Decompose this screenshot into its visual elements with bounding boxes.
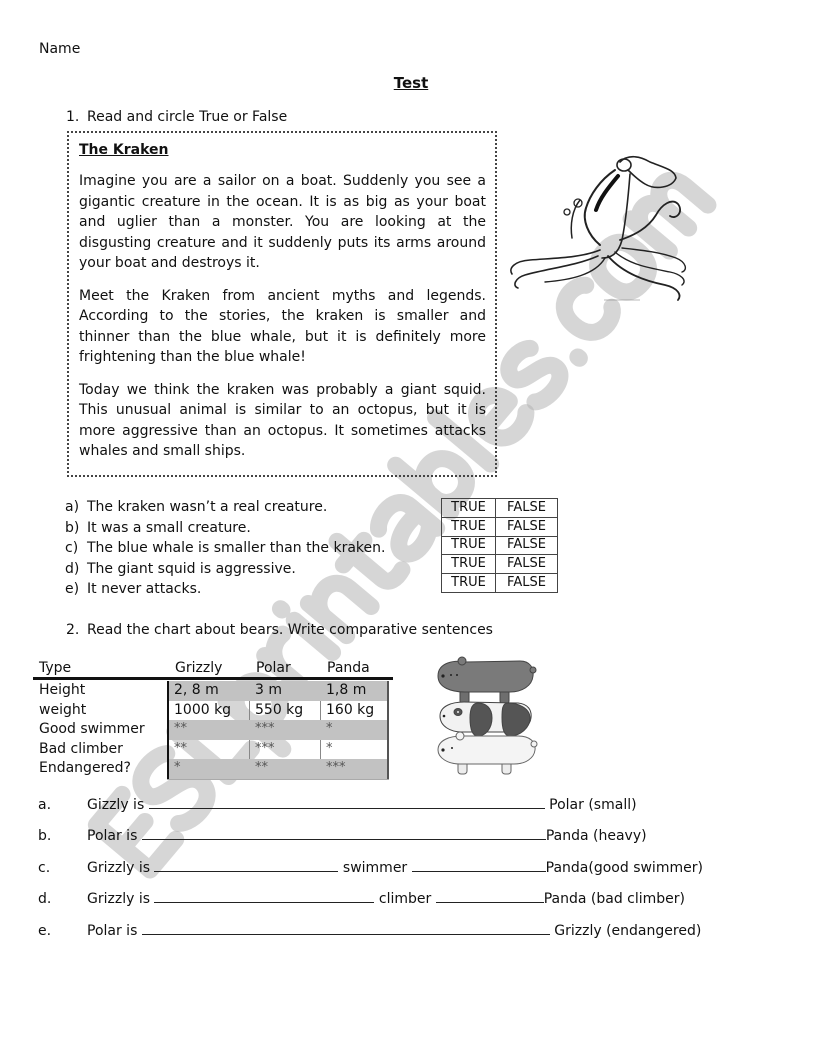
sentence-e [38, 920, 778, 942]
question-1-instruction [66, 108, 287, 126]
tf-row [442, 574, 558, 593]
tf-row [442, 517, 558, 536]
table-row [33, 701, 391, 721]
answer-blank[interactable] [142, 921, 550, 935]
comparative-sentences [38, 794, 778, 944]
cell: * [326, 721, 333, 736]
cell: ** [174, 721, 187, 736]
answer-blank[interactable] [154, 889, 374, 903]
statement-text: It never attacks. [87, 581, 202, 598]
header-polar: Polar [256, 660, 291, 676]
row-label: Good swimmer [39, 721, 145, 737]
story-box [67, 131, 497, 477]
polar-bear [438, 732, 537, 774]
false-option[interactable]: FALSE [496, 574, 558, 593]
cell: ** [174, 740, 187, 756]
cell: *** [255, 740, 275, 756]
sentence-start: Gizzly is [87, 797, 145, 813]
tf-row [442, 536, 558, 555]
false-option[interactable]: FALSE [496, 555, 558, 574]
answer-blank[interactable] [154, 858, 338, 872]
statement-text: It was a small creature. [87, 519, 251, 536]
cell: 1000 kg [174, 701, 232, 718]
sentence-body [87, 794, 637, 816]
true-option[interactable]: TRUE [442, 499, 496, 518]
row-cells [167, 681, 389, 701]
answer-blank[interactable] [436, 889, 544, 903]
answer-blank[interactable] [142, 826, 546, 840]
cell: 3 m [255, 682, 282, 698]
cell: *** [255, 721, 275, 736]
row-cells [167, 720, 389, 740]
sentence-letter: a. [38, 797, 52, 813]
question-text: Read and circle True or False [87, 109, 288, 125]
cell: *** [326, 760, 346, 775]
statement-a [65, 497, 435, 518]
cell: 550 kg [255, 701, 304, 718]
true-option[interactable]: TRUE [442, 536, 496, 555]
true-option[interactable]: TRUE [442, 574, 496, 593]
sentence-a [38, 794, 778, 816]
header-type: Type [39, 660, 72, 676]
sentence-body [87, 920, 701, 942]
cell: 2, 8 m [174, 682, 219, 698]
sentence-end: Panda (heavy) [545, 828, 647, 844]
header-panda: Panda [327, 660, 370, 676]
sentence-middle: swimmer [342, 860, 408, 876]
panda-bear [440, 702, 531, 736]
sentence-body [87, 888, 685, 910]
statement-d [65, 559, 435, 580]
sentence-body [87, 825, 647, 847]
question-2-instruction [66, 621, 493, 639]
statement-b [65, 518, 435, 539]
tf-row [442, 499, 558, 518]
statement-letter: e) [65, 581, 80, 598]
question-text: Read the chart about bears. Write comparative sentences [87, 622, 493, 638]
sentence-b [38, 825, 778, 847]
true-false-table [441, 498, 558, 593]
table-row [33, 740, 391, 760]
false-option[interactable]: FALSE [496, 517, 558, 536]
row-cells [167, 701, 389, 721]
bear-comparison-table [33, 658, 393, 783]
statement-text: The blue whale is smaller than the kraken. [87, 540, 386, 557]
sentence-end: Panda(good swimmer) [545, 860, 703, 876]
row-cells [167, 759, 389, 779]
answer-blank[interactable] [412, 858, 546, 872]
sentence-letter: e. [38, 923, 52, 939]
sentence-letter: d. [38, 891, 52, 907]
row-label: weight [39, 701, 87, 718]
sentence-middle: climber [378, 891, 432, 907]
row-cells [167, 740, 389, 760]
table-row [33, 720, 391, 740]
row-label: Height [39, 682, 86, 698]
statement-letter: a) [65, 499, 80, 515]
false-option[interactable]: FALSE [496, 499, 558, 518]
true-option[interactable]: TRUE [442, 517, 496, 536]
table-row [33, 681, 391, 701]
statement-c [65, 538, 435, 559]
statement-list [65, 497, 435, 600]
sentence-start: Grizzly is [87, 860, 150, 876]
sentence-start: Grizzly is [87, 891, 150, 907]
story-paragraph: Today we think the kraken was probably a giant squid. This unusual animal is similar to an octopus, but it is more aggressive than an octopus. It sometimes attacks whales and small ships. [79, 381, 486, 459]
row-label: Endangered? [39, 760, 131, 776]
cell: 1,8 m [326, 682, 367, 698]
statement-letter: b) [65, 519, 80, 536]
statement-e [65, 579, 435, 600]
sentence-letter: c. [38, 860, 51, 876]
question-number: 2. [66, 622, 80, 638]
answer-blank[interactable] [149, 795, 545, 809]
tf-row [442, 555, 558, 574]
sentence-c [38, 857, 778, 879]
question-number: 1. [66, 109, 80, 125]
sentence-end: Panda (bad climber) [543, 891, 686, 907]
grizzly-bear [438, 657, 536, 704]
statement-letter: c) [65, 540, 79, 557]
sentence-start: Polar is [87, 923, 138, 939]
statement-text: The giant squid is aggressive. [87, 560, 296, 577]
cell: * [174, 760, 181, 775]
false-option[interactable]: FALSE [496, 536, 558, 555]
cell: 160 kg [326, 701, 375, 718]
octopus-illustration [500, 140, 720, 320]
table-row [33, 759, 391, 779]
stacked-bears-illustration [430, 652, 545, 777]
table-bottom-border [167, 779, 389, 780]
statement-text: The kraken wasn’t a real creature. [87, 499, 328, 515]
sentence-end: Polar (small) [549, 797, 637, 813]
cell: ** [255, 760, 268, 775]
story-paragraph: Meet the Kraken from ancient myths and legends. According to the stories, the kraken is smaller and thinner than the blue whale, but it is definitely more frightening than the blue whale! [79, 287, 486, 365]
true-option[interactable]: TRUE [442, 555, 496, 574]
page-title: Test [393, 74, 429, 92]
sentence-letter: b. [38, 828, 52, 844]
story-title: The Kraken [79, 142, 169, 158]
story-paragraph: Imagine you are a sailor on a boat. Suddenly you see a gigantic creature in the ocean. It is as big as your boat and uglier than a monster. You are looking at the disgusting creature and it suddenly puts its arms around your boat and destroys it. [79, 173, 486, 271]
sentence-end: Grizzly (endangered) [554, 923, 702, 939]
sentence-d [38, 888, 778, 910]
sentence-start: Polar is [87, 828, 138, 844]
header-grizzly: Grizzly [175, 660, 223, 676]
name-label: Name [39, 41, 81, 57]
cell: * [326, 740, 333, 756]
row-label: Bad climber [39, 740, 123, 757]
table-header [33, 658, 393, 680]
sentence-body [87, 857, 703, 879]
statement-letter: d) [65, 560, 80, 577]
